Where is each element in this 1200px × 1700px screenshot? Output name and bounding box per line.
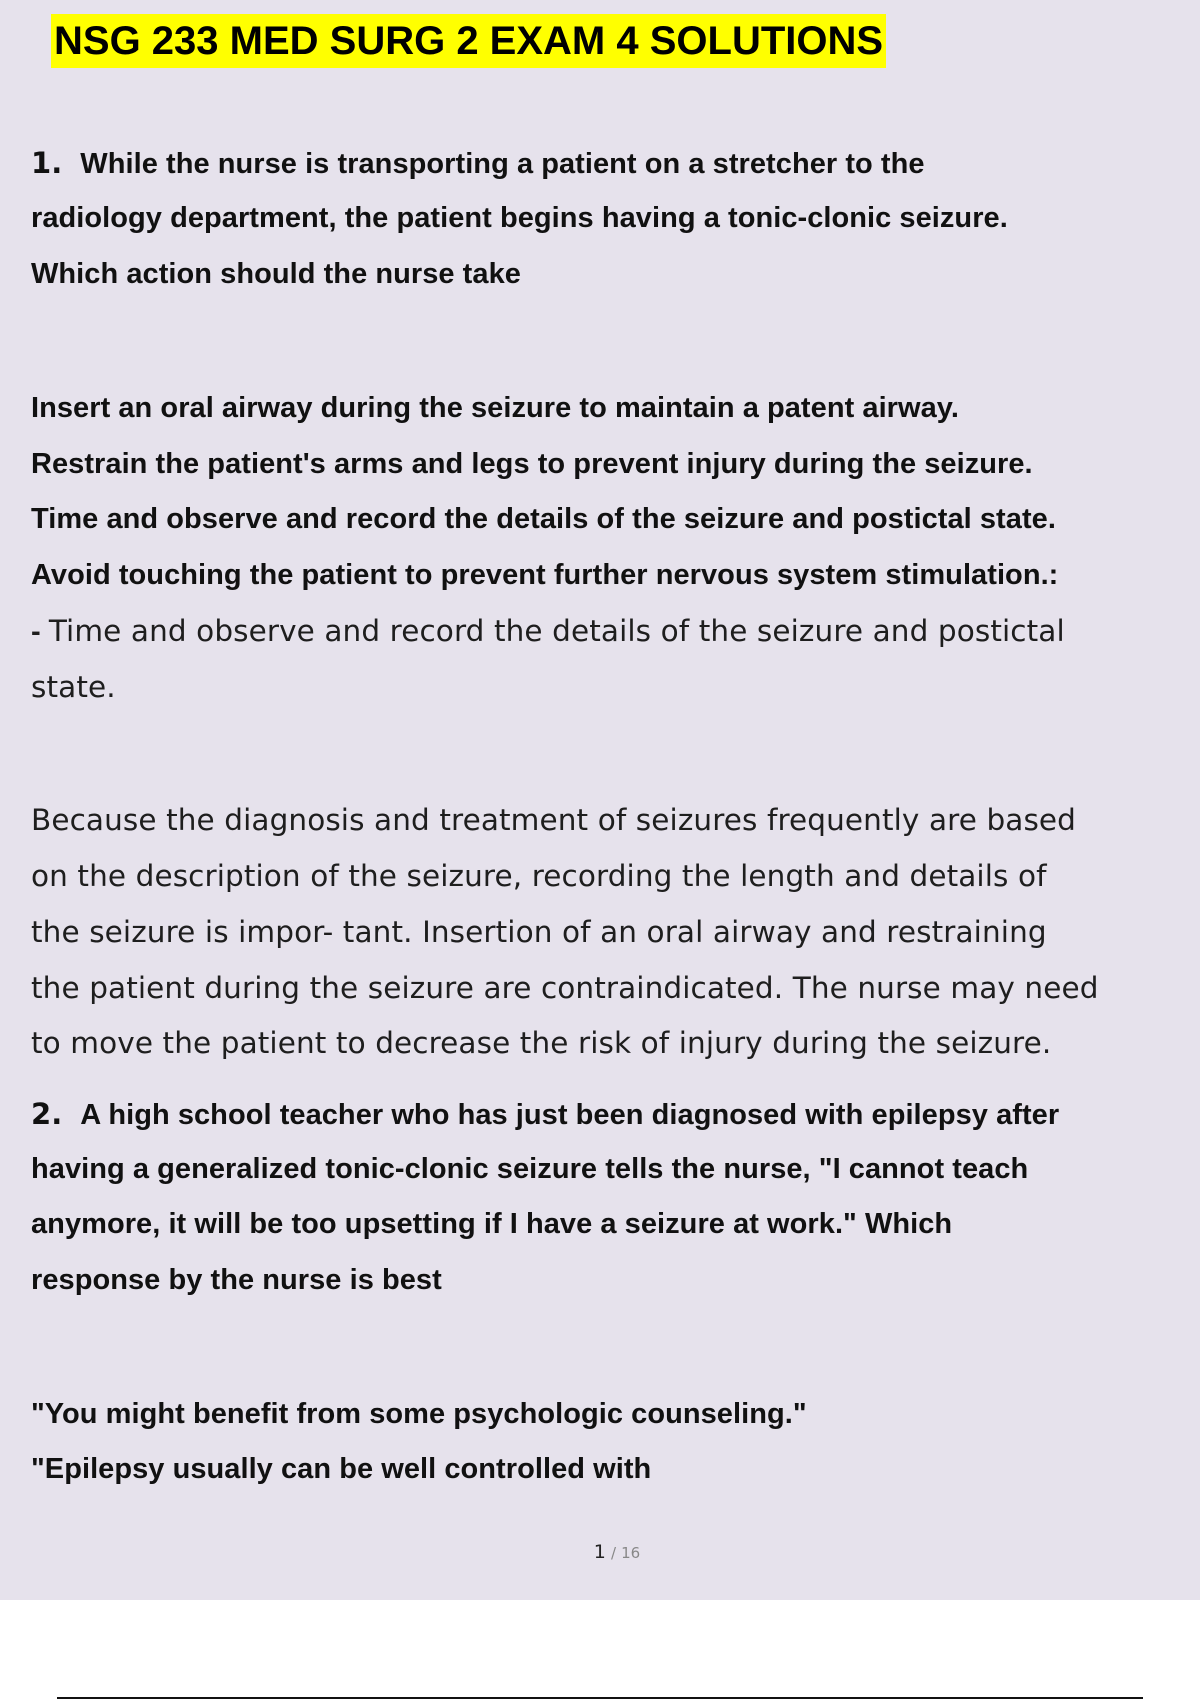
page-indicator [0, 1541, 1200, 1563]
question-2-line-2: having a generalized tonic-clonic seizure tells the nurse, "I cannot teach [31, 1153, 1029, 1185]
question-1-number: 1. [31, 146, 63, 180]
rationale-line-1: Because the diagnosis and treatment of seizures frequently are based [31, 803, 1076, 837]
question-1-line-1 [31, 146, 925, 181]
next-page-divider [57, 1697, 1143, 1699]
answer-text: Time and observe and record the details of the seizure and postictal [48, 614, 1065, 648]
question-2-line-3: anymore, it will be too upsetting if I have a seizure at work." Which [31, 1208, 953, 1240]
question-1-line-3: Which action should the nurse take [31, 258, 521, 290]
question-2-option-1: "You might benefit from some psychologic counseling." [31, 1398, 807, 1430]
rationale-line-2: on the description of the seizure, recording the length and details of [31, 859, 1047, 893]
question-1-option-4: Avoid touching the patient to prevent further nervous system stimulation.: [31, 559, 1059, 591]
current-page-number: 1 [593, 1541, 606, 1563]
rationale-line-5: to move the patient to decrease the risk of injury during the seizure. [31, 1026, 1052, 1060]
question-2-option-2: "Epilepsy usually can be well controlled with [31, 1453, 652, 1485]
question-2-line-1 [31, 1097, 1059, 1132]
total-pages: 16 [621, 1544, 641, 1562]
question-1-option-3: Time and observe and record the details of the seizure and postictal state. [31, 503, 1056, 535]
question-1-text: While the nurse is transporting a patient on a stretcher to the [80, 148, 925, 180]
question-1-answer-line-2: state. [31, 670, 116, 704]
question-1-line-2: radiology department, the patient begins having a tonic-clonic seizure. [31, 202, 1008, 234]
document-title: NSG 233 MED SURG 2 EXAM 4 SOLUTIONS [51, 14, 886, 68]
question-2-text: A high school teacher who has just been diagnosed with epilepsy after [80, 1099, 1060, 1131]
answer-dash: - [31, 616, 49, 648]
question-1-option-2: Restrain the patient's arms and legs to prevent injury during the seizure. [31, 448, 1033, 480]
question-2-line-4: response by the nurse is best [31, 1264, 442, 1296]
rationale-line-3: the seizure is impor- tant. Insertion of an oral airway and restraining [31, 915, 1047, 949]
question-1-answer-line-1 [31, 614, 1065, 649]
question-2-number: 2. [31, 1097, 63, 1131]
question-1-option-1: Insert an oral airway during the seizure to maintain a patent airway. [31, 392, 959, 424]
rationale-line-4: the patient during the seizure are contraindicated. The nurse may need [31, 971, 1099, 1005]
page-separator: / [610, 1544, 617, 1562]
